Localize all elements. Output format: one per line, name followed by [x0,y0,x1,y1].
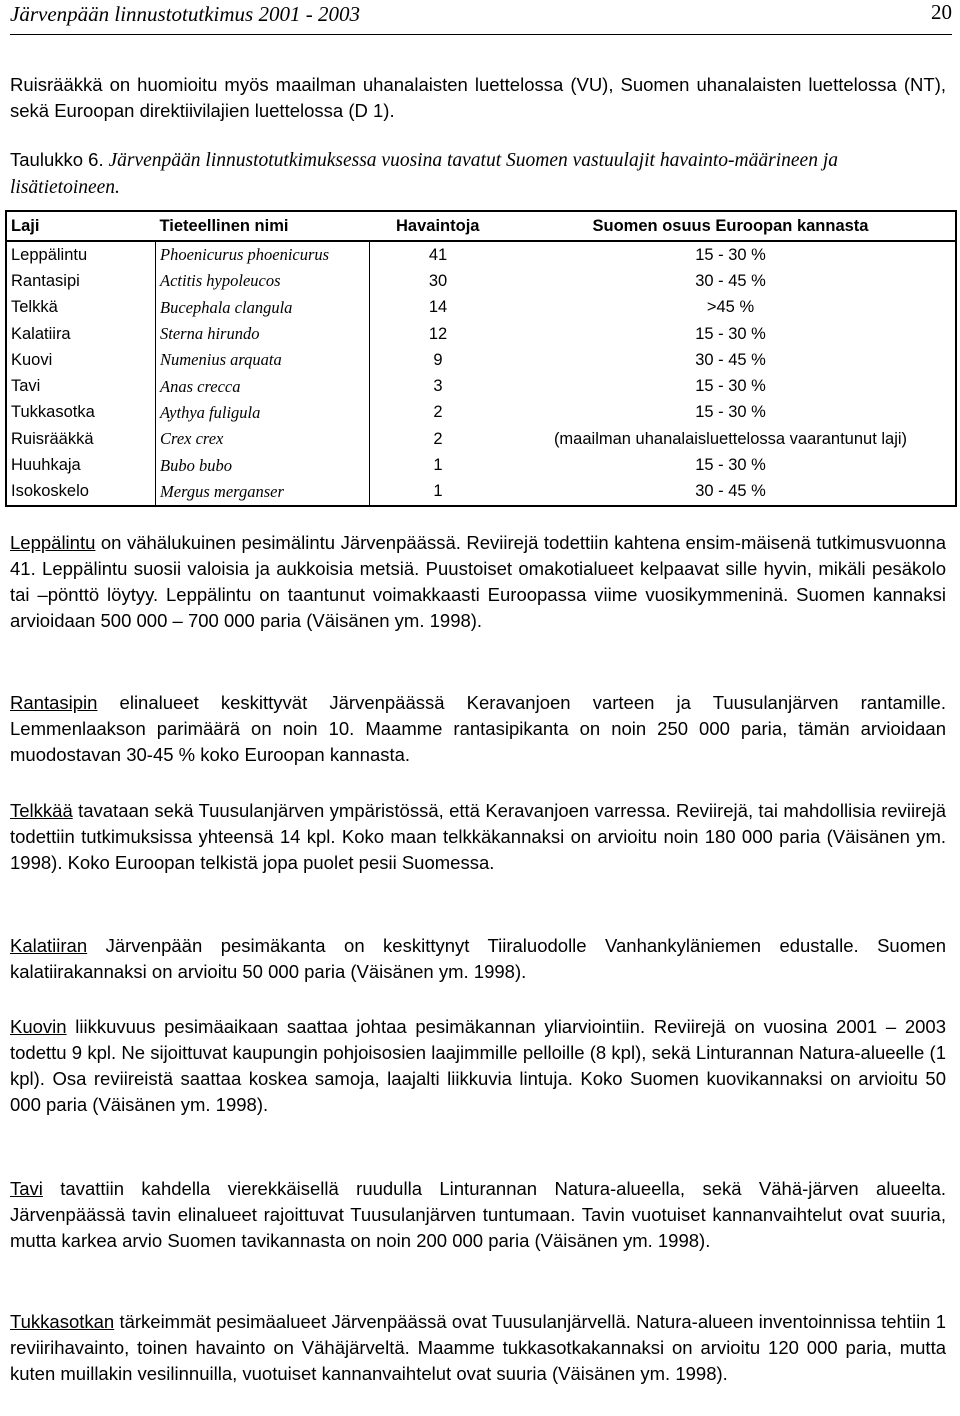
table-caption-number: Taulukko 6. [10,149,104,170]
paragraph-text: tavataan sekä Tuusulanjärven ympäristössä, että Keravanjoen varressa. Reviirejä, tai mahdollisia reviirejä todettiin tutkimuksissa yhteensä 14 kpl. Koko maan telkkäkannaksi on arvioitu noin 180 000 paria (Väisänen ym. 1998). Koko Euroopan telkistä jopa puolet pesii Suomessa. [10,800,946,873]
paragraph-text: tavattiin kahdella vierekkäisellä ruudulla Linturannan Natura-alueella, sekä Vähä-järven alueelta. Järvenpäässä tavin elinalueet rajoittuvat Tuusulanjärven tuntumaan. Tavin vuotuiset kannanvaihtelut ovat suuria, mutta karkea arvio Suomen tavikannasta on noin 200 000 paria (Väisänen ym. 1998). [10,1178,946,1251]
table-caption-text: Järvenpään linnustotutkimuksessa vuosina tavatut Suomen vastuulajit havainto-määrineen ja lisätietoineen. [10,150,838,198]
species-cell: Tukkasotka [11,403,95,422]
share-cell: 30 - 45 % [695,482,766,501]
species-cell: Rantasipi [11,271,80,290]
share-cell: 15 - 30 % [695,245,766,264]
species-table [5,210,957,507]
table-row [6,321,956,347]
page-number: 20 [931,0,952,24]
share-cell: 15 - 30 % [695,456,766,475]
observations-cell: 1 [370,479,507,506]
paragraph-text: on vähälukuinen pesimälintu Järvenpäässä. Reviirejä todettiin kahtena ensim-mäisenä tutkimusvuonna 41. Leppälintu suosii valoisia ja aukkoisia metsiä. Puustoiset omakotialueet kelpaavat sille hyvin, mikäli pesäkolo tai –pönttö löytyy. Leppälintu on taantunut voimakkaasti Euroopassa viime vuosikymmeninä. Suomen kannaksi arvioidaan 500 000 – 700 000 paria (Väisänen ym. 1998). [10,532,946,631]
column-header-observations: Havaintoja [370,211,507,241]
table-row [6,400,956,426]
document-title: Järvenpään linnustotutkimus 2001 - 2003 [10,2,360,26]
paragraph-telkka [10,798,946,876]
species-cell: Leppälintu [11,245,88,264]
table-row [6,426,956,452]
observations-cell: 30 [370,268,507,294]
scientific-name-cell: Mergus merganser [156,479,370,506]
share-cell: >45 % [706,298,755,317]
observations-cell: 2 [370,426,507,452]
observations-cell: 3 [370,373,507,399]
page-header [10,0,952,35]
scientific-name-cell: Sterna hirundo [156,321,370,347]
paragraph-kalatiira [10,933,946,985]
table-header-row [6,211,956,241]
species-cell: Isokoskelo [11,482,89,501]
species-cell: Tavi [11,377,41,396]
share-cell: 15 - 30 % [695,324,766,343]
paragraph-text: liikkuvuus pesimäaikaan saattaa johtaa pesimäkannan yliarviointiin. Reviirejä on vuosina 2001 – 2003 todettu 9 kpl. Ne sijoittuvat kaupungin pohjoisosien laajimmille pelloille (8 kpl), sekä Linturannan Natura-alueelle (1 kpl). Osa reviireistä saattaa koskea samoja, laajalti liikkuvia lintuja. Koko Suomen kuovikannaksi on arvioitu 50 000 paria (Väisänen ym. 1998). [10,1016,946,1115]
observations-cell: 14 [370,295,507,321]
species-cell: Kuovi [11,350,53,369]
table-row [6,452,956,478]
paragraph-tukkasotka [10,1309,946,1387]
paragraph-text: tärkeimmät pesimäalueet Järvenpäässä ovat Tuusulanjärvellä. Natura-alueen inventoinnissa tehtiin 1 reviirihavainto, toinen havainto on Vähäjärveltä. Maamme tukkasotkakannaksi on arvioitu 120 000 paria, mutta kuten muillakin vesilinnuilla, vuotuiset kannanvaihtelut ovat suuria (Väisänen ym. 1998). [10,1311,946,1384]
paragraph-rantasipi [10,690,946,768]
observations-cell: 9 [370,347,507,373]
column-header-scientific-name: Tieteellinen nimi [156,211,370,241]
observations-cell: 12 [370,321,507,347]
observations-cell: 1 [370,452,507,478]
species-name: Rantasipin [10,692,98,713]
table-row [6,479,956,506]
scientific-name-cell: Bubo bubo [156,452,370,478]
paragraph-leppalintu [10,530,946,634]
species-name: Tavi [10,1178,43,1199]
table-row [6,268,956,294]
scientific-name-cell: Actitis hypoleucos [156,268,370,294]
species-cell: Huuhkaja [11,456,81,475]
scientific-name-cell: Anas crecca [156,373,370,399]
observations-cell: 2 [370,400,507,426]
scientific-name-cell: Bucephala clangula [156,295,370,321]
scientific-name-cell: Numenius arquata [156,347,370,373]
scientific-name-cell: Aythya fuligula [156,400,370,426]
table-row [6,347,956,373]
intro-paragraph: Ruisrääkkä on huomioitu myös maailman uhanalaisten luettelossa (VU), Suomen uhanalaisten luettelossa (NT), sekä Euroopan direktiivilajien luettelossa (D 1). [10,74,946,121]
share-cell: 30 - 45 % [695,350,766,369]
table-row [6,241,956,268]
observations-cell: 41 [370,241,507,268]
table-caption [10,146,946,201]
share-cell: 15 - 30 % [695,403,766,422]
scientific-name-cell: Crex crex [156,426,370,452]
scientific-name-cell: Phoenicurus phoenicurus [156,241,370,268]
paragraph-text: elinalueet keskittyvät Järvenpäässä Keravanjoen varteen ja Tuusulanjärven rantamille. Lemmenlaakson parimäärä on noin 10. Maamme rantasipikanta on noin 250 000 paria, tämän arvioidaan muodostavan 30-45 % koko Euroopan kannasta. [10,692,946,765]
share-cell: 15 - 30 % [695,377,766,396]
species-cell: Ruisrääkkä [11,429,94,448]
share-cell: (maailman uhanalaisluettelossa vaarantunut laji) [553,429,908,448]
column-header-species: Laji [6,211,156,241]
species-cell: Telkkä [11,298,58,317]
column-header-share: Suomen osuus Euroopan kannasta [506,211,956,241]
species-name: Kuovin [10,1016,67,1037]
paragraph-kuovi [10,1014,946,1118]
species-name: Tukkasotkan [10,1311,115,1332]
table-row [6,295,956,321]
species-name: Leppälintu [10,532,96,553]
paragraph-text: Järvenpään pesimäkanta on keskittynyt Tiiraluodolle Vanhankyläniemen edustalle. Suomen kalatiirakannaksi on arvioitu 50 000 paria (Väisänen ym. 1998). [10,935,946,982]
species-name: Telkkää [10,800,73,821]
share-cell: 30 - 45 % [695,271,766,290]
paragraph-tavi [10,1176,946,1254]
species-cell: Kalatiira [11,324,71,343]
table-row [6,373,956,399]
species-name: Kalatiiran [10,935,88,956]
